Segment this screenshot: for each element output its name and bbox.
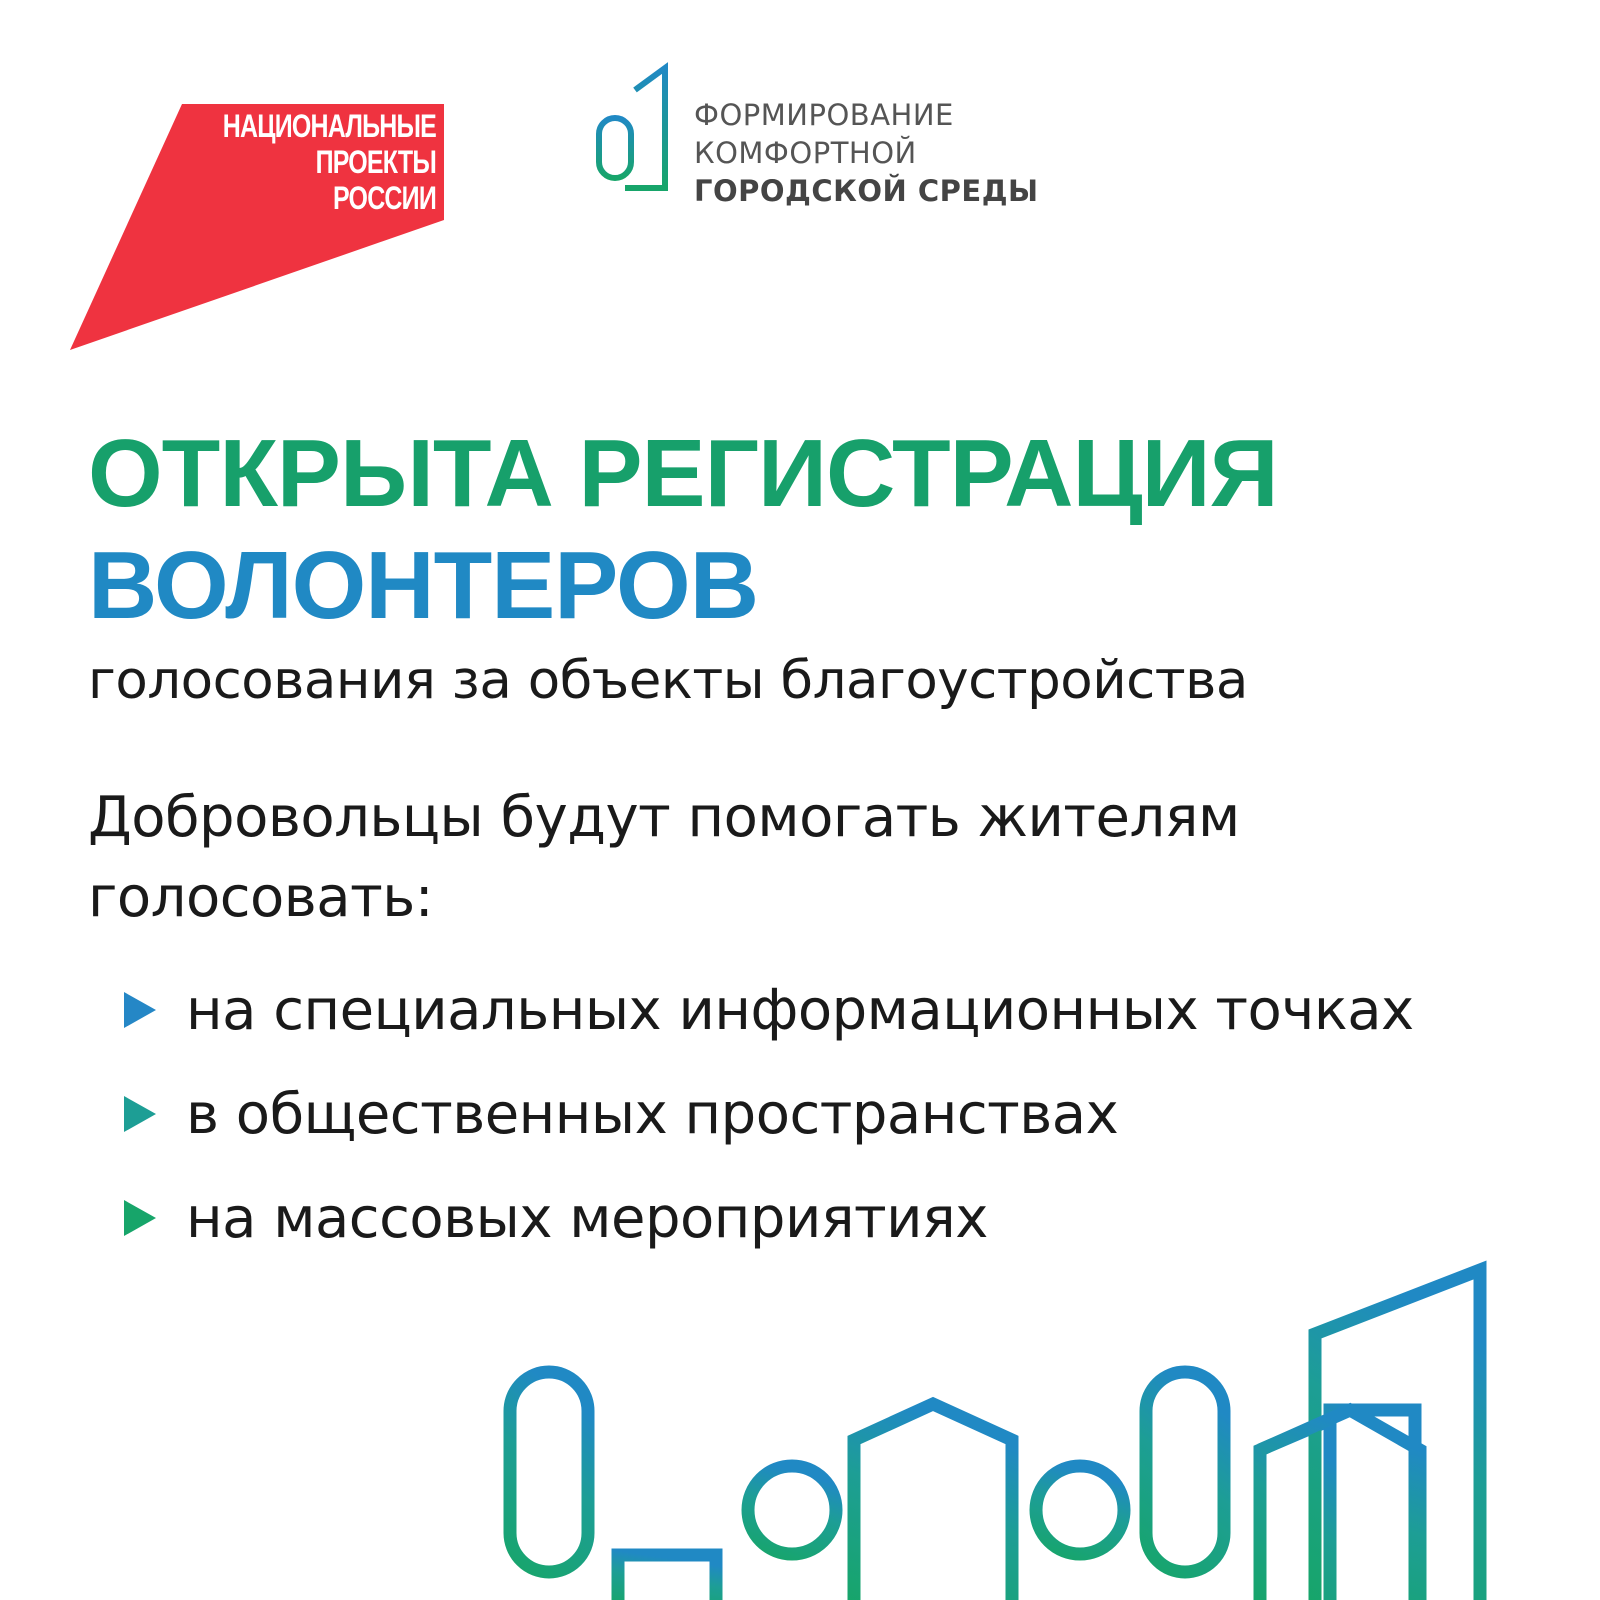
house-shape <box>854 1404 1012 1600</box>
comfort-city-emblem-icon <box>595 60 675 212</box>
triangle-bullet-icon <box>122 1198 158 1238</box>
headline-line-2: ВОЛОНТЕРОВ <box>88 532 759 639</box>
comfort-city-line-1: ФОРМИРОВАНИЕ <box>694 98 954 132</box>
triangle-bullet-icon <box>122 1094 158 1134</box>
bullet-label: на специальных информационных точках <box>186 977 1414 1043</box>
tree-shape <box>748 1466 836 1554</box>
city-skyline-illustration <box>480 1260 1520 1600</box>
headline-subtitle: голосования за объекты благоустройства <box>88 650 1248 711</box>
national-projects-logo-text <box>213 108 436 216</box>
bullet-item <box>122 1178 988 1258</box>
bullet-item <box>122 1074 1118 1154</box>
national-projects-line-3: РОССИИ <box>333 180 436 216</box>
bullet-label: на массовых мероприятиях <box>186 1185 988 1251</box>
comfort-city-line-2: КОМФОРТНОЙ <box>694 136 917 170</box>
headline <box>88 418 1278 642</box>
comfort-city-line-3: ГОРОДСКОЙ СРЕДЫ <box>694 174 1039 208</box>
bullet-item <box>122 970 1414 1050</box>
intro-text: Добровольцы будут помогать жителям голосовать: <box>88 785 1240 930</box>
national-projects-line-1: НАЦИОНАЛЬНЫЕ <box>222 108 436 144</box>
headline-line-1: ОТКРЫТА РЕГИСТРАЦИЯ <box>88 420 1278 527</box>
national-projects-line-2: ПРОЕКТЫ <box>315 144 436 180</box>
comfort-city-logo-text <box>694 96 1039 210</box>
bullet-label: в общественных пространствах <box>186 1081 1119 1147</box>
triangle-bullet-icon <box>122 990 158 1030</box>
tree-shape <box>1036 1466 1124 1554</box>
